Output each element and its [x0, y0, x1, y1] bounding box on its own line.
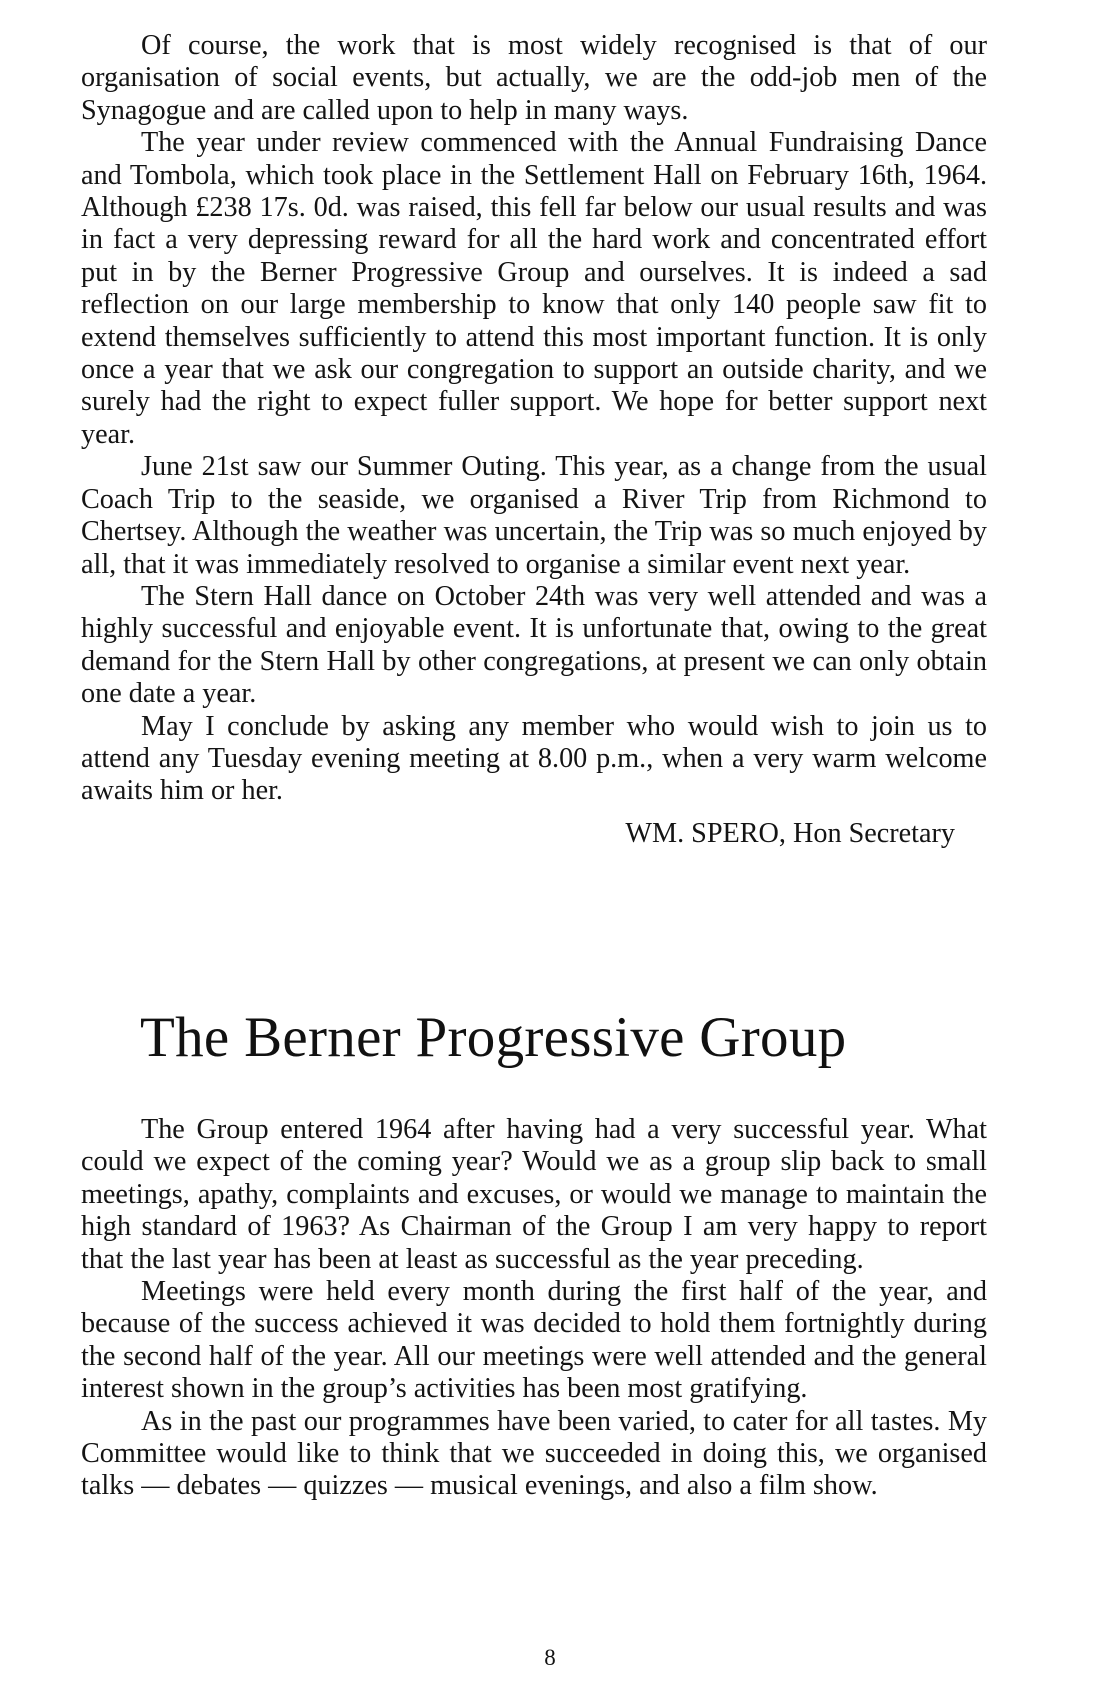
social-committee-report [81, 30, 987, 850]
paragraph-odd-job-men: Of course, the work that is most widely recognised is that of our organisation of social events, but actually, we are the odd-job men of the Synagogue and are called upon to help in many ways. [81, 30, 987, 126]
paragraph-meetings: Meetings were held every month during the first half of the year, and because of the success achieved it was decided to hold them fortnightly during the second half of the year. All our meetings were well attended and the general interest shown in the group’s activities has been most gratifying. [81, 1276, 987, 1405]
paragraph-fundraising-dance: The year under review commenced with the Annual Fundraising Dance and Tombola, which took place in the Settlement Hall on February 16th, 1964. Although £238 17s. 0d. was raised, this fell far below our usual results and was in fact a very depressing reward for all the hard work and concentrated effort put in by the Berner Progressive Group and ourselves. It is indeed a sad reflection on our large membership to know that only 140 people saw fit to extend themselves sufficiently to attend this most important function. It is only once a year that we ask our congregation to support an outside charity, and we surely had the right to expect fuller support. We hope for better support next year. [81, 127, 987, 450]
paragraph-summer-outing: June 21st saw our Summer Outing. This year, as a change from the usual Coach Trip to the seaside, we organised a River Trip from Richmond to Chertsey. Although the weather was uncertain, the Trip was so much enjoyed by all, that it was immediately resolved to organise a similar event next year. [81, 451, 987, 580]
page-number: 8 [544, 1645, 556, 1670]
paragraph-stern-hall-dance: The Stern Hall dance on October 24th was very well attended and was a highly successful and enjoyable event. It is unfortunate that, owing to the great demand for the Stern Hall by other congregations, at present we can only obtain one date a year. [81, 580, 987, 710]
paragraph-group-entered-1964: The Group entered 1964 after having had a very successful year. What could we expect of the coming year? Would we as a group slip back to small meetings, apathy, complaints and excuses, or would we manage to maintain the high standard of 1963? As Chairman of the Group I am very happy to report that the last year has been at least as successful as the year preceding. [81, 1114, 987, 1275]
paragraph-programmes: As in the past our programmes have been varied, to cater for all tastes. My Committee would like to think that we succeeded in doing this, we organised talks — debates — quizzes — musical evenings, and also a film show. [81, 1405, 987, 1502]
signature-line: WM. SPERO, Hon Secretary [625, 817, 955, 849]
paragraph-closing-invitation: May I conclude by asking any member who would wish to join us to attend any Tuesday evening meeting at 8.00 p.m., when a very warm welcome awaits him or her. [81, 710, 987, 807]
section-heading: The Berner Progressive Group [140, 1006, 847, 1069]
berner-group-report [81, 1114, 987, 1503]
